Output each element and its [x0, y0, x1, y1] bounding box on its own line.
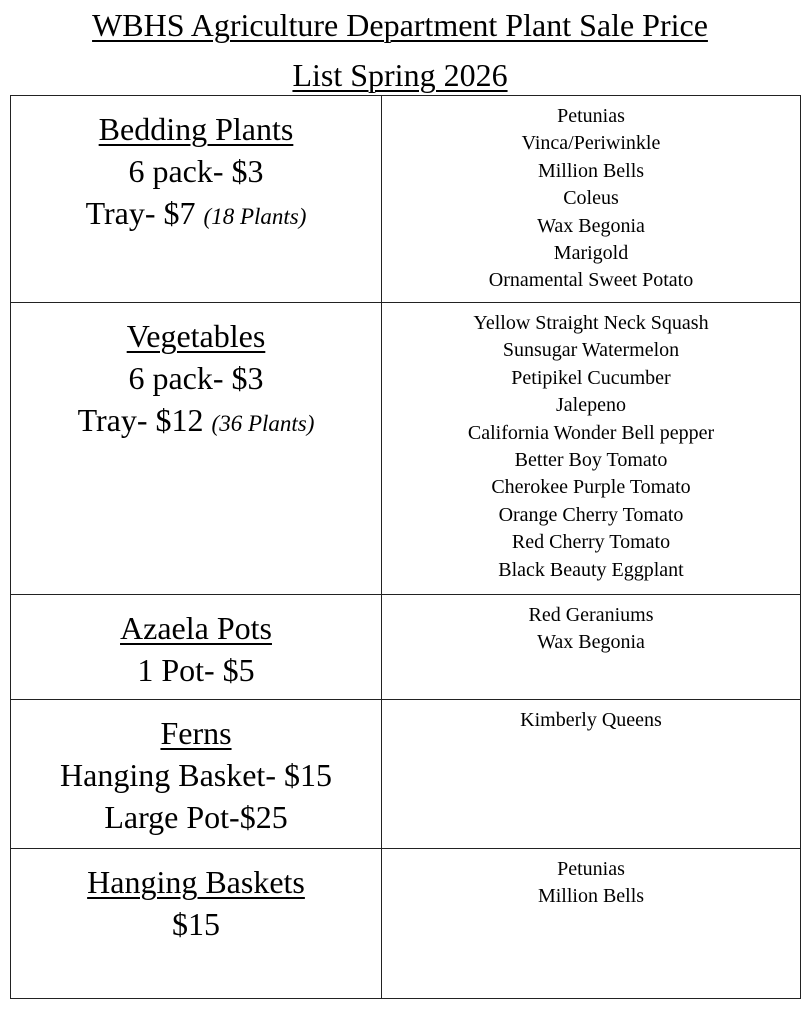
section-heading: Hanging Baskets — [87, 864, 305, 900]
plant-list-item: Million Bells — [537, 159, 645, 182]
plant-list-item: Red Geraniums — [528, 604, 654, 626]
price-cell — [11, 595, 382, 700]
plant-list-cell — [382, 595, 801, 700]
plant-list-item: Cherokee Purple Tomato — [491, 476, 691, 499]
plant-list-cell — [382, 700, 801, 849]
price-text: 6 pack- $3 — [128, 360, 264, 396]
plant-list-item: Kimberly Queens — [520, 709, 662, 731]
section-heading: Azaela Pots — [120, 610, 272, 646]
section-heading: Bedding Plants — [98, 111, 294, 147]
plant-list-item: California Wonder Bell pepper — [467, 421, 715, 444]
section-row — [11, 700, 801, 849]
price-cell — [11, 96, 382, 303]
plant-list-item: Orange Cherry Tomato — [498, 503, 684, 526]
plant-list-item: Petunias — [557, 105, 625, 127]
section-row — [11, 595, 801, 700]
plant-list-item: Wax Begonia — [537, 631, 645, 654]
price-text: Tray- $7 — [85, 195, 196, 231]
plant-list-item: Million Bells — [537, 885, 645, 908]
plant-list-cell — [382, 96, 801, 303]
price-note: (36 Plants) — [211, 411, 315, 436]
section-heading: Vegetables — [126, 318, 266, 354]
plant-list-item: Better Boy Tomato — [514, 449, 668, 472]
section-heading: Ferns — [160, 715, 232, 751]
price-line — [11, 903, 381, 945]
plant-list-item: Yellow Straight Neck Squash — [473, 312, 709, 334]
price-text: $15 — [172, 906, 220, 942]
document-title — [0, 0, 800, 100]
price-text: 1 Pot- $5 — [137, 652, 255, 688]
title-line-1: WBHS Agriculture Department Plant Sale Price — [92, 7, 708, 43]
price-line — [11, 796, 381, 838]
price-table — [10, 95, 801, 999]
price-line — [11, 192, 381, 238]
price-note: (18 Plants) — [203, 204, 307, 229]
price-text: 6 pack- $3 — [128, 153, 264, 189]
plant-list-item: Wax Begonia — [537, 214, 645, 237]
price-text: Large Pot-$25 — [104, 799, 288, 835]
section-row — [11, 303, 801, 595]
section-row — [11, 849, 801, 999]
plant-list-item: Ornamental Sweet Potato — [488, 269, 694, 292]
price-cell — [11, 303, 382, 595]
price-line — [11, 754, 381, 796]
price-line — [11, 150, 381, 192]
price-line — [11, 357, 381, 399]
price-cell — [11, 700, 382, 849]
plant-list-item: Coleus — [563, 187, 619, 210]
plant-list-item: Sunsugar Watermelon — [502, 339, 680, 362]
section-row — [11, 96, 801, 303]
plant-list-item: Petunias — [557, 858, 625, 880]
price-cell — [11, 849, 382, 999]
plant-list-item: Jalepeno — [556, 394, 626, 417]
plant-list-item: Red Cherry Tomato — [511, 531, 671, 554]
plant-list-cell — [382, 303, 801, 595]
title-line-2: List Spring 2026 — [292, 57, 508, 93]
price-text: Tray- $12 — [77, 402, 204, 438]
plant-list-cell — [382, 849, 801, 999]
plant-list-item: Black Beauty Eggplant — [498, 558, 684, 581]
plant-list-item: Vinca/Periwinkle — [521, 132, 661, 155]
price-line — [11, 399, 381, 445]
plant-list-item: Petipikel Cucumber — [511, 366, 671, 389]
plant-list-item: Marigold — [553, 242, 629, 265]
price-text: Hanging Basket- $15 — [60, 757, 332, 793]
price-line — [11, 649, 381, 691]
